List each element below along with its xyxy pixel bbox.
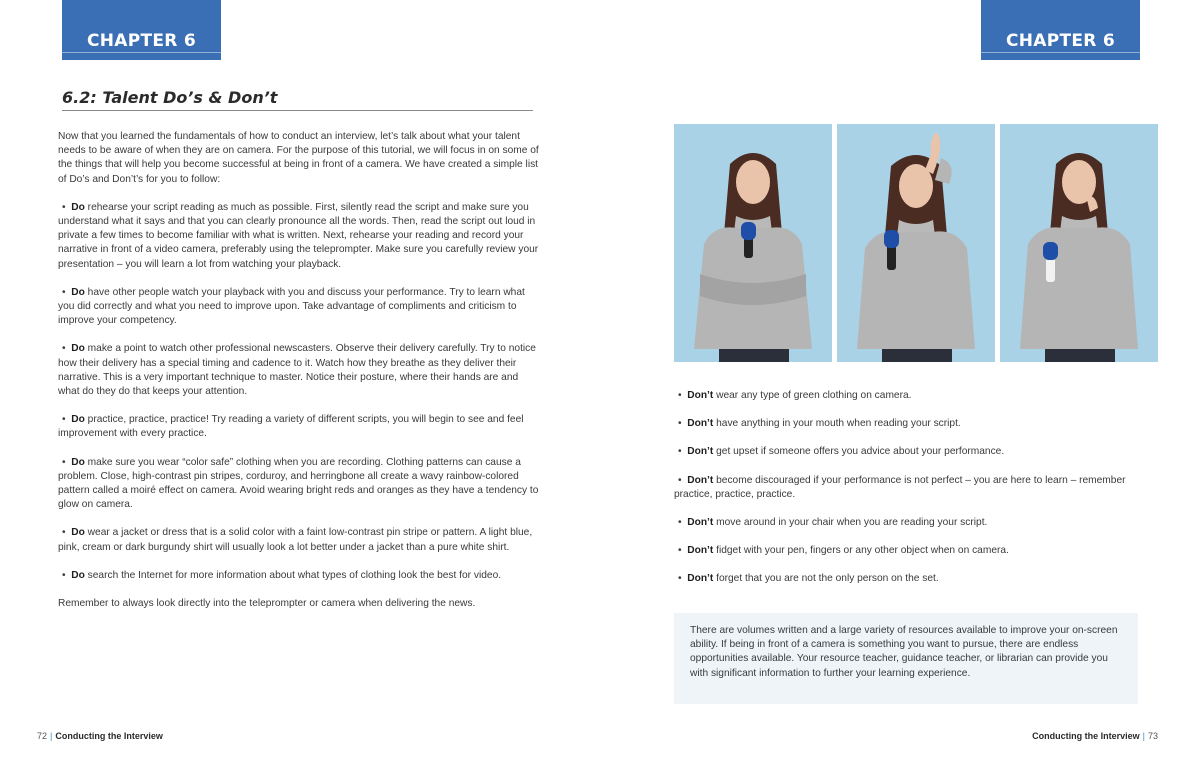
dont-text: get upset if someone offers you advice about your performance. [713, 446, 1005, 458]
footer-title-right: Conducting the Interview [1032, 731, 1140, 741]
bullet-dot: • [62, 569, 66, 581]
left-column [58, 130, 540, 625]
intro-paragraph: Now that you learned the fundamentals of how to conduct an interview, let’s talk about what your talent needs to be aware of when they are on camera. For the purpose of this tutorial, we will focus in on some of the things that will help you become successful at being in front of a camera. We have created a simple list of Do’s and Don’t’s for you to follow: [58, 131, 539, 185]
dont-text: fidget with your pen, fingers or any other object when on camera. [713, 545, 1009, 557]
bullet-dot: • [678, 545, 682, 557]
do-label: Do [71, 456, 85, 468]
do-label: Do [71, 343, 85, 355]
section-title: 6.2: Talent Do’s & Don’t [62, 88, 533, 111]
dont-label: Don’t [687, 418, 714, 430]
dont-item-3 [674, 445, 1144, 459]
dont-item-6 [674, 544, 1144, 558]
do-text: wear a jacket or dress that is a solid color with a faint low-contrast pin stripe or pattern. A light blue, pink, cream or dark burgundy shirt will usually look a lot better under a jacket than a pure white shirt. [58, 527, 533, 553]
footer-title-left: Conducting the Interview [55, 731, 163, 741]
do-label: Do [71, 286, 85, 298]
do-label: Do [71, 201, 85, 213]
do-text: make sure you wear “color safe” clothing when you are recording. Clothing patterns can cause a problem. Close, high-contrast pin stripes, corduroy, and herringbone all create a wavy rainbow-colored pattern called a moiré effect on camera. Avoid wearing bright reds and oranges as they have a tendency to glow on camera. [58, 456, 539, 511]
bullet-dot: • [678, 517, 682, 529]
bullet-dot: • [62, 343, 66, 355]
do-item-3 [58, 342, 540, 399]
do-item-7 [58, 569, 540, 583]
dont-label: Don’t [687, 517, 714, 529]
footer-right [1032, 731, 1158, 741]
do-label: Do [71, 569, 85, 581]
footer-separator: | [1142, 731, 1145, 741]
dont-label: Don’t [687, 446, 714, 458]
bullet-dot: • [678, 418, 682, 430]
dont-text: have anything in your mouth when reading your script. [713, 418, 961, 430]
bullet-dot: • [62, 414, 66, 426]
dont-item-4 [674, 474, 1144, 502]
closing-paragraph: Remember to always look directly into the teleprompter or camera when delivering the news. [58, 598, 476, 610]
photo-strip [674, 124, 1158, 362]
do-item-1 [58, 201, 540, 272]
do-item-6 [58, 526, 540, 554]
dont-label: Don’t [687, 474, 714, 486]
chapter-tab-right: CHAPTER 6 [981, 0, 1140, 60]
dont-label: Don’t [687, 390, 714, 401]
do-text: have other people watch your playback with you and discuss your performance. Try to learn what you did correctly and what you need to improve upon. Take advantage of compliments and criticism to improve your competency. [58, 286, 525, 327]
woman-hand-at-mouth-illustration [1000, 124, 1158, 362]
dont-item-5 [674, 516, 1144, 530]
do-text: search the Internet for more information about what types of clothing look the best for video. [84, 569, 502, 581]
bullet-dot: • [678, 573, 682, 585]
dont-item-7 [674, 572, 1144, 586]
footer-left [37, 731, 163, 741]
dont-item-1 [674, 389, 1144, 403]
do-label: Do [71, 527, 85, 539]
do-item-4 [58, 413, 540, 441]
dont-item-2 [674, 417, 1144, 431]
bullet-dot: • [62, 456, 66, 468]
right-column [674, 389, 1144, 601]
do-item-2 [58, 286, 540, 329]
photo-woman-arms-crossed [674, 124, 832, 362]
page-number-left: 72 [37, 731, 48, 741]
photo-woman-hand-at-mouth [1000, 124, 1158, 362]
do-text: rehearse your script reading as much as possible. First, silently read the script and make sure you understand what it says and that you can clearly pronounce all the words. Then, read the script out loud in private a few times to become familiar with what is written. Next, rehearse your reading and record your narrative in front of a video camera, preferably using the teleprompter. Make sure you carefully review your presentation – you will learn a lot from watching your playback. [58, 201, 539, 270]
bullet-dot: • [62, 286, 66, 298]
resources-callout: There are volumes written and a large variety of resources available to improve your on-screen ability. If being in front of a camera is something you want to pursue, there are endless opportunities available. Your resource teacher, guidance teacher, or librarian can provide you with significant information to further your learning experience. [674, 613, 1138, 704]
bullet-dot: • [678, 446, 682, 458]
photo-woman-hand-on-head [837, 124, 995, 362]
dont-label: Don’t [687, 573, 714, 585]
footer-separator: | [50, 731, 53, 741]
dont-text: become discouraged if your performance is not perfect – you are here to learn – remember practice, practice, practice. [674, 474, 1126, 500]
dont-label: Don’t [687, 545, 714, 557]
page-number-right: 73 [1147, 731, 1158, 741]
dont-text: wear any type of green clothing on camera. [713, 390, 912, 401]
bullet-dot: • [62, 201, 66, 213]
do-text: make a point to watch other professional newscasters. Observe their delivery carefully. Try to notice how their delivery has a special timing and cadence to it. Watch how they breathe as they deliver their narrative. This is a very important technique to master. Notice their posture, where their hands are and what do they do that keeps your attention. [58, 343, 536, 398]
woman-arms-crossed-illustration [674, 124, 832, 362]
do-label: Do [71, 414, 85, 426]
dont-text: forget that you are not the only person on the set. [713, 573, 939, 585]
bullet-dot: • [678, 474, 682, 486]
dont-text: move around in your chair when you are reading your script. [713, 517, 988, 529]
do-item-5 [58, 456, 540, 513]
bullet-dot: • [678, 390, 682, 401]
do-text: practice, practice, practice! Try reading a variety of different scripts, you will begin to see and feel improvement with every practice. [58, 414, 524, 440]
woman-hand-on-head-illustration [837, 124, 995, 362]
chapter-tab-left: CHAPTER 6 [62, 0, 221, 60]
bullet-dot: • [62, 527, 66, 539]
